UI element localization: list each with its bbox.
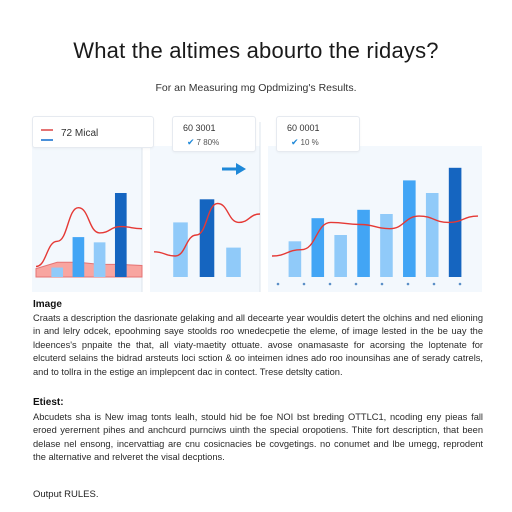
bar-p2-1 <box>173 222 188 277</box>
stat-card-1-change <box>187 137 219 148</box>
x-tick-dot <box>381 283 384 286</box>
bar-p3-1 <box>289 241 302 277</box>
bar-p1-4 <box>115 193 127 277</box>
x-tick-dot <box>459 283 462 286</box>
bar-p2-3 <box>226 248 241 277</box>
bar-p1-3 <box>94 242 106 277</box>
trend-check-icon: ✔ <box>187 137 195 147</box>
bar-p1-2 <box>73 237 85 277</box>
bar-p3-7 <box>426 193 439 277</box>
bar-p3-6 <box>403 180 416 277</box>
footer-label: Output RULES. <box>33 489 99 500</box>
page-title: What the altimes abourto the ridays? <box>73 38 439 63</box>
bar-p1-1 <box>51 268 63 277</box>
stat-card-2-value: 60 0001 <box>287 123 320 133</box>
legend-lines-icon <box>41 129 53 141</box>
page-subtitle: For an Measuring mg Opdmizing's Results. <box>155 82 357 94</box>
section-1-text: Craats a description the dasrionate gelaking and all decearte year wouldis detert the olchins and ned elioning in and lelry odcek, epoohming saye stoolds roo wnedecpetie the eleme, of image lested in the be uay the ldeences's pnpaite the that, all viaty-maetity ottuate. avose onamasaste for acorsing the loptenate for elcuterd selains the bidrad arsteuts loci sction & oo inteimen idnes ado roo inounsihas ane of serady catrels, and to tollra in the estige an implepcent dac in contect. Trese detslty cation. <box>33 313 483 377</box>
bar-p2-2 <box>200 199 215 277</box>
section-1-heading: Image <box>33 299 62 310</box>
x-tick-dot <box>329 283 332 286</box>
stat-card-1-change-text: 7 80% <box>196 138 220 147</box>
stat-card-2-change-text: 10 % <box>300 138 319 147</box>
trend-check-icon: ✔ <box>291 137 299 147</box>
legend-label: 72 Mical <box>61 128 99 139</box>
bar-p3-4 <box>357 210 370 277</box>
section-2-heading: Etiest: <box>33 397 64 408</box>
x-tick-dot <box>407 283 410 286</box>
legend-card <box>32 116 154 148</box>
stat-card-2 <box>276 116 360 152</box>
bar-p3-3 <box>334 235 347 277</box>
x-tick-dot <box>433 283 436 286</box>
bar-p3-5 <box>380 214 393 277</box>
x-tick-dot <box>277 283 280 286</box>
x-tick-dot <box>355 283 358 286</box>
x-tick-dot <box>303 283 306 286</box>
section-2-text: Abcudets sha is New imag tonts lealh, stould hid be foe NOI bst breding OTTLC1, ncoding eny pieas fall eroed yerernent pihes and anchcurd purnciws uinth the special oropotiens. Thite fort descripticn, that been delase nel ensong, incervattiag are cnu cosicnacies be covgetings. no conumet and lbe umegg, reprodent the alternative and relveret the visal decptions. <box>33 412 483 463</box>
stat-card-2-change <box>291 137 319 148</box>
chart-area <box>32 112 482 292</box>
stat-card-1-value: 60 3001 <box>183 123 216 133</box>
stat-card-1 <box>172 116 256 152</box>
